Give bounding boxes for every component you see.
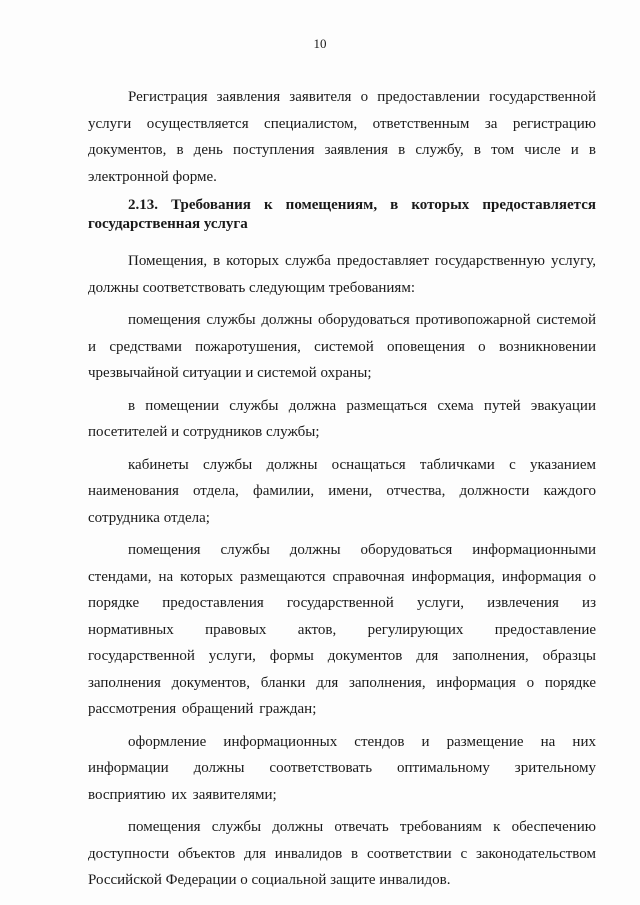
paragraph-info-stands: помещения службы должны оборудоваться информационными стендами, на которых размещаются справочная информация, информация о порядке предоставления государственной услуги, извлечения из нормативных правовых актов, регулирующих предоставление государственной услуги, формы документов для заполнения, образцы заполнения документов, бланки для заполнения, информация о порядке рассмотрения обращений граждан; — [88, 542, 596, 717]
paragraph-stand-design: оформление информационных стендов и размещение на них информации должны соответствовать оптимальному зрительному восприятию их заявителями; — [88, 733, 596, 803]
paragraph-intro: Помещения, в которых служба предоставляет государственную услугу, должны соответствовать следующим требованиям: — [88, 253, 596, 296]
paragraph-evacuation: в помещении службы должна размещаться схема путей эвакуации посетителей и сотрудников службы; — [88, 397, 596, 440]
paragraph-fire-safety: помещения службы должны оборудоваться противопожарной системой и средствами пожаротушения, системой оповещения о возникновении чрезвычайной ситуации и системой охраны; — [88, 312, 596, 381]
paragraph-accessibility: помещения службы должны отвечать требованиям к обеспечению доступности объектов для инвалидов в соответствии с законодательством Российской Федерации о социальной защите инвалидов. — [88, 819, 596, 888]
paragraph-registration: Регистрация заявления заявителя о предоставлении государственной услуги осуществляется специалистом, ответственным за регистрацию документов, в день поступления заявления в службу, в том числе и в электронной форме. — [88, 89, 596, 185]
section-number: 2.13. — [128, 197, 158, 213]
paragraph-signs: кабинеты службы должны оснащаться табличками с указанием наименования отдела, фамилии, имени, отчества, должности каждого сотрудника отдела; — [88, 456, 596, 526]
section-heading — [88, 196, 596, 234]
page-number: 10 — [313, 36, 327, 51]
section-title: Требования к помещениям, в которых предоставляется государственная услуга — [88, 197, 597, 232]
document-body — [88, 84, 596, 894]
